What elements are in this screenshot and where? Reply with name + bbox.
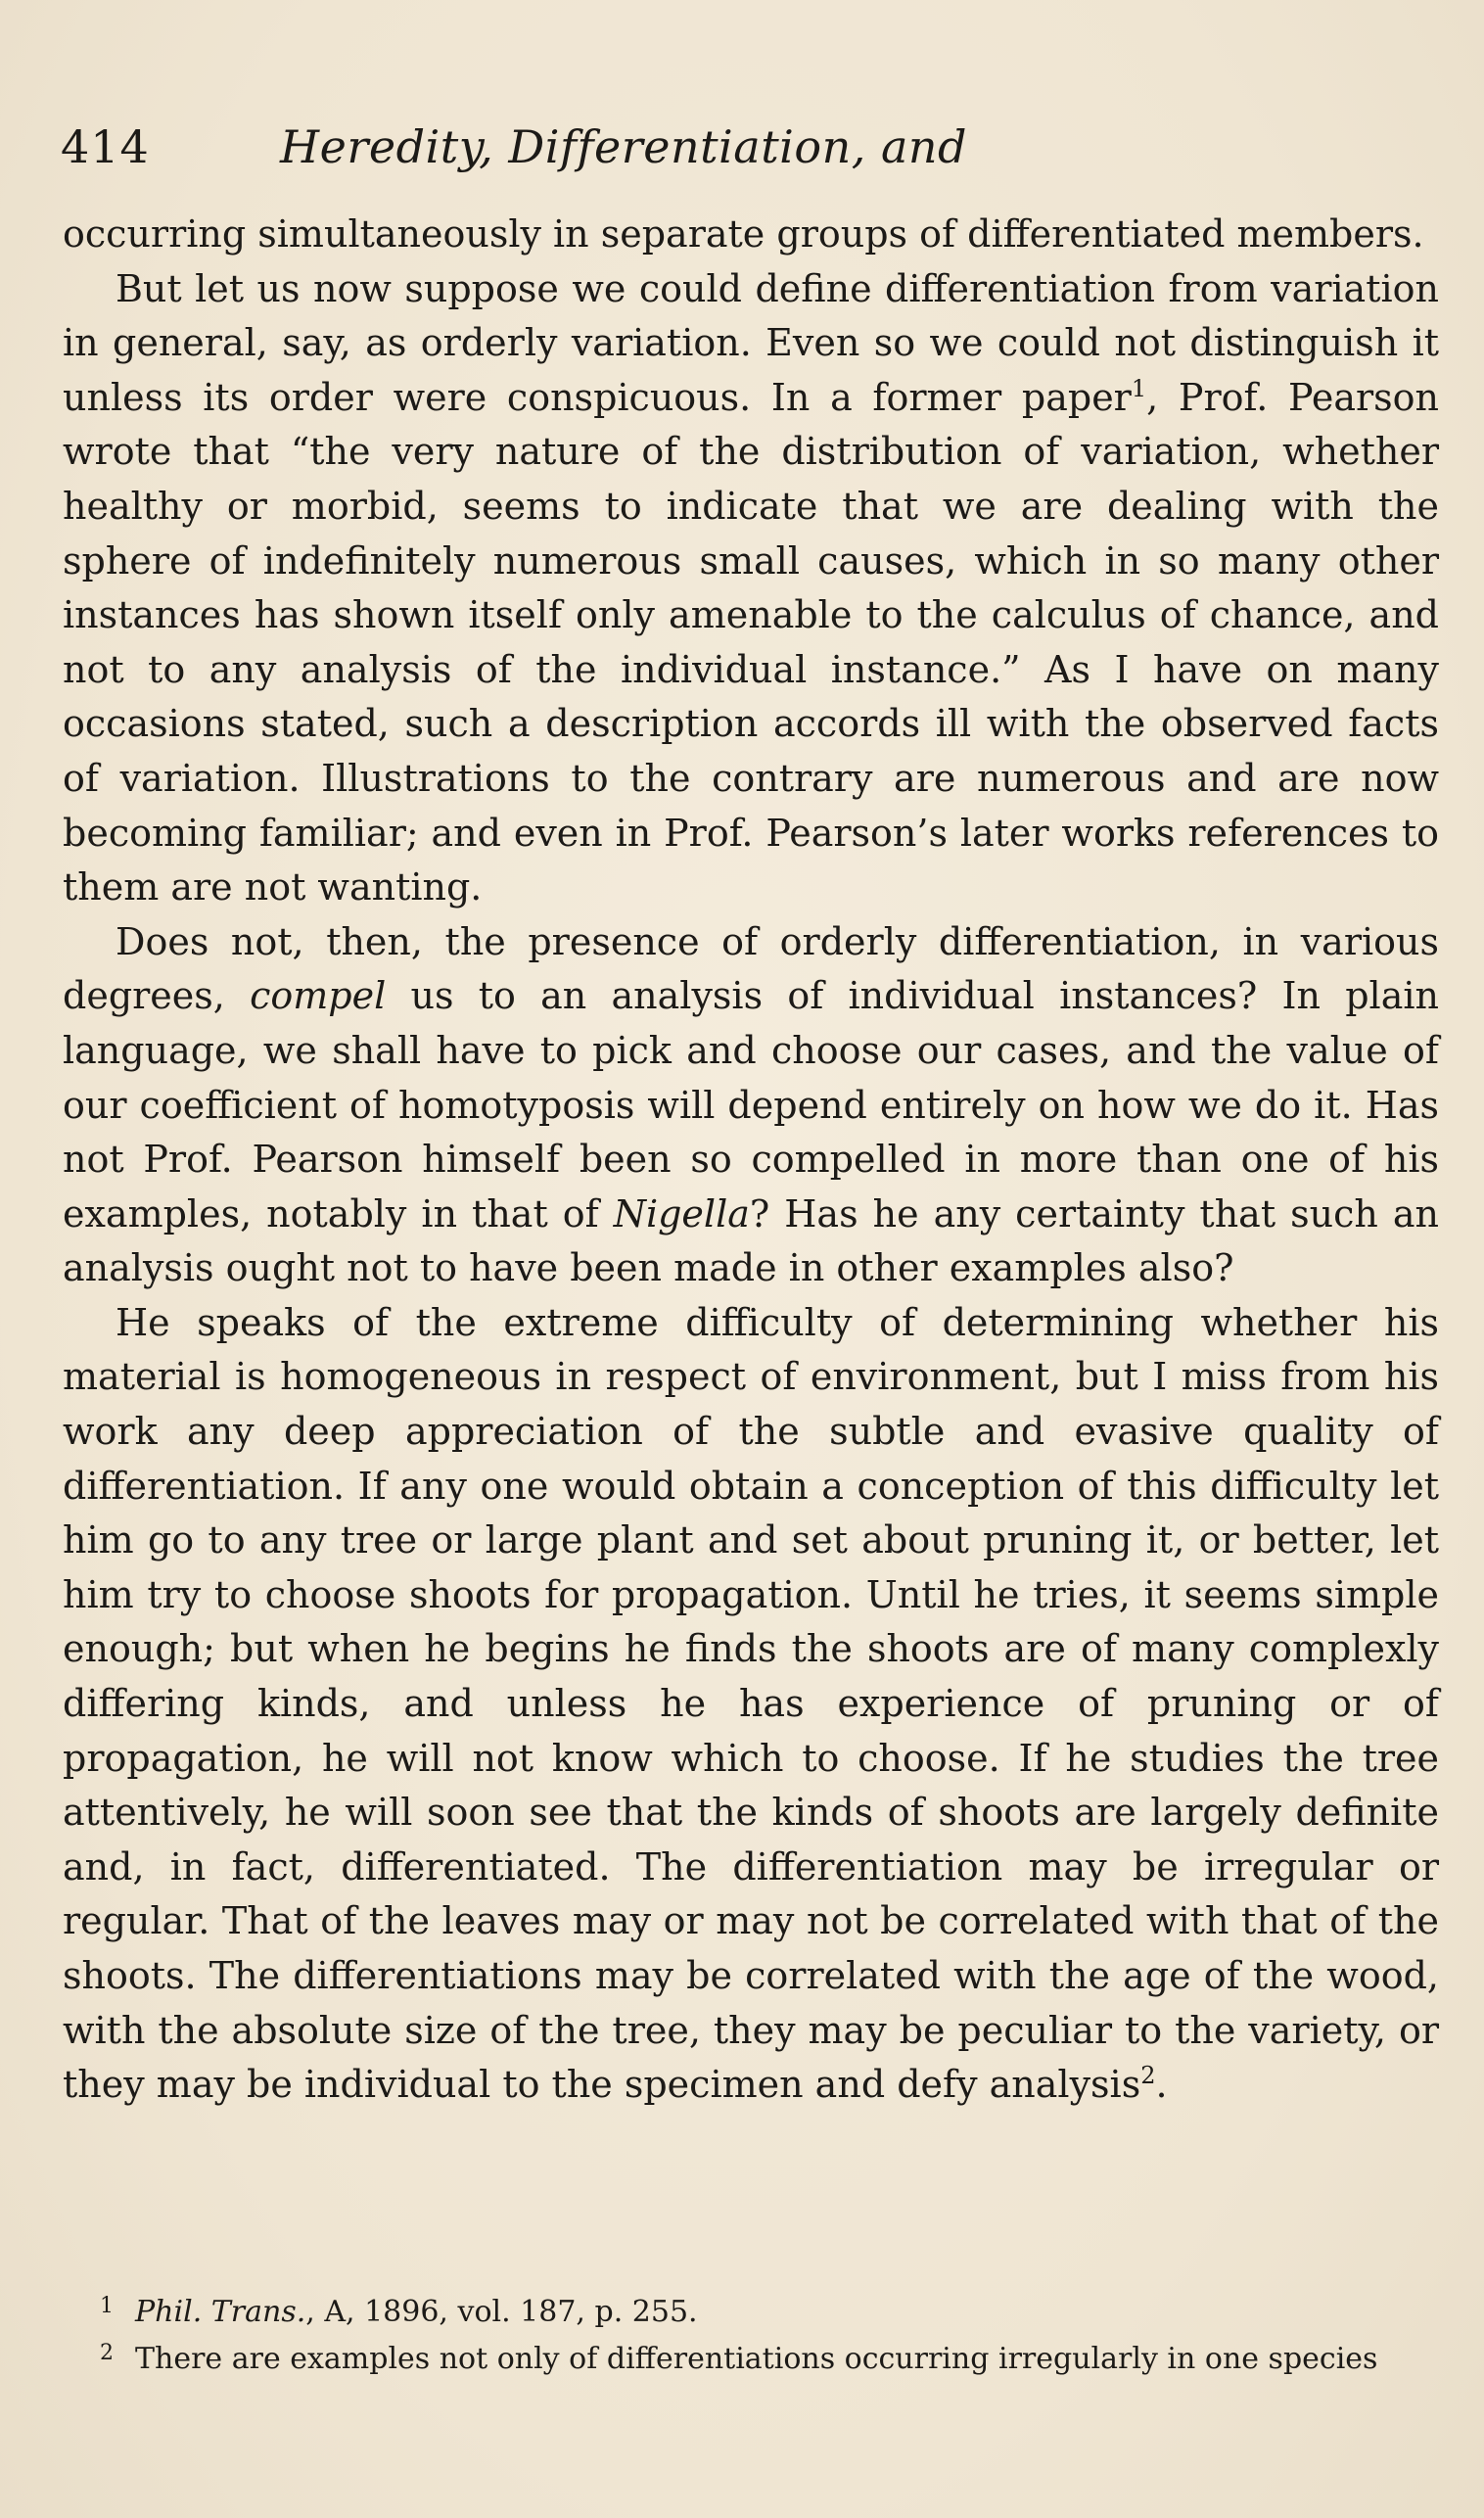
body-text — [63, 208, 1439, 2113]
paragraph-4-text-a: He speaks of the extreme difficulty of determining whether his material is homogeneous in respect of environment, but I miss from his work any deep appreciation of the subtle and evasive quality of differentiation. If any one would obtain a conception of this difficulty let him go to any tree or large plant and set about pruning it, or better, let him try to choose shoots for propagation. Until he tries, it seems simple enough; but when he begins he finds the shoots are of many complexly differing kinds, and unless he has experience of pruning or of propagation, he will not know which to choose. If he studies the tree attentively, he will soon see that the kinds of shoots are largely definite and, in fact, differentiated. The differentiation may be irregular or regular. That of the leaves may or may not be correlated with that of the shoots. The differentiations may be correlated with the age of the wood, with the absolute size of the tree, they may be peculiar to the variety, or they may be individual to the specimen and defy analysis — [63, 1300, 1439, 2107]
footnote-1-mark: 1 — [100, 2294, 114, 2318]
footnote-1-text: , A, 1896, vol. 187, p. 255. — [305, 2295, 698, 2329]
paragraph-3 — [63, 915, 1439, 1296]
footnotes — [63, 2289, 1439, 2383]
page-number: 414 — [61, 120, 150, 173]
footnote-2-text: There are examples not only of differentiations occurring irregularly in one species — [135, 2342, 1378, 2376]
paragraph-3-text-a: Does not, then, the presence of orderly differentiation, in various degrees, — [63, 919, 1439, 1018]
footnote-1 — [63, 2289, 1439, 2336]
footnote-2-mark: 2 — [100, 2341, 114, 2365]
paragraph-4 — [63, 1296, 1439, 2113]
running-title: Heredity, Differentiation, and — [280, 120, 967, 173]
paragraph-3-text-c: ? Has he any certainty that such an analysis ought not to have been made in other examples also? — [63, 1191, 1439, 1290]
paragraph-3-text-b: us to an analysis of individual instances? In plain language, we shall have to pick and choose our cases, and the value of our coefficient of homotyposis will depend entirely on how we do it. Has not Prof. Pearson himself been so compelled in more than one of his examples, notably in that of — [63, 974, 1439, 1236]
footnote-ref-2: 2 — [1140, 2062, 1156, 2090]
footnote-ref-1: 1 — [1131, 374, 1147, 402]
italic-compel: compel — [250, 974, 387, 1018]
paragraph-4-text-b: . — [1155, 2063, 1168, 2107]
paragraph-2-text-a: But let us now suppose we could define differentiation from variation in general, say, as orderly variation. Even so we could not distinguish it unless its order were conspicuous. In a former paper — [63, 266, 1439, 419]
footnote-2 — [63, 2336, 1439, 2383]
footnote-1-journal: Phil. Trans. — [135, 2295, 306, 2329]
paragraph-1 — [63, 208, 1439, 262]
paragraph-2 — [63, 262, 1439, 915]
paragraph-2-text-b: , Prof. Pearson wrote that “the very nature of the distribution of variation, whether healthy or morbid, seems to indicate that we are dealing with the sphere of indefinitely numerous small causes, which in so many other instances has shown itself only amenable to the calculus of chance, and not to any analysis of the individual instance.” As I have on many occasions stated, such a description accords ill with the observed facts of variation. Illustrations to the contrary are numerous and are now becoming familiar; and even in Prof. Pearson’s later works references to them are not wanting. — [63, 375, 1439, 909]
page-header — [61, 116, 1441, 178]
paragraph-1-text: occurring simultaneously in separate groups of differentiated members. — [63, 212, 1424, 256]
italic-nigella: Nigella — [613, 1191, 750, 1236]
